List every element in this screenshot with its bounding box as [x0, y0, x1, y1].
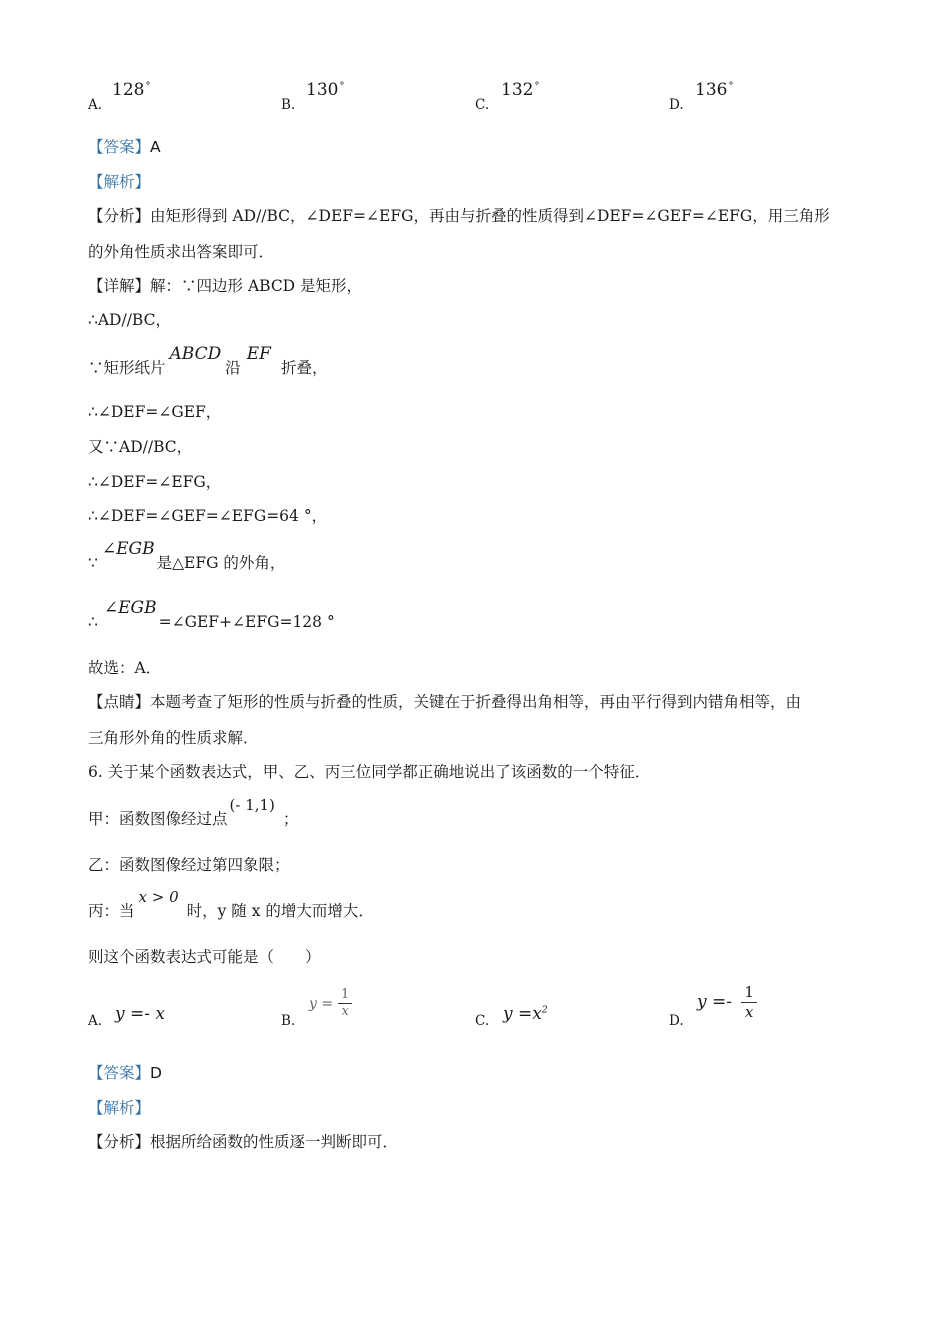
q6-fenxi-line: 【分析】根据所给函数的性质逐一判断即可． — [88, 1133, 399, 1151]
option-b-value: 130° — [306, 80, 345, 100]
q6-option-d-expr: y =- $\frac{1}{x}$ — [697, 984, 757, 1020]
q5-detail-line2: ∴AD//BC， — [88, 311, 171, 329]
option-c-value: 132° — [501, 80, 540, 100]
q6-ask: 则这个函数表达式可能是（ ） — [88, 948, 321, 966]
q5-answer-line: 【答案】A — [88, 138, 161, 156]
q6-option-c-expr: $y =x^2$ — [503, 1004, 548, 1024]
q5-detail-line10: 故选：A． — [88, 659, 162, 677]
option-a-value: 128° — [112, 80, 151, 100]
option-d-value: 136° — [695, 80, 734, 100]
q5-detail-line3: ∵矩形纸片ABCD沿EF折叠， — [88, 344, 328, 377]
option-d-letter: D. — [669, 97, 684, 113]
option-c-letter: C. — [475, 97, 490, 113]
q5-detail-line5: 又∵AD//BC， — [88, 438, 193, 456]
q5-detail-line6: ∴∠DEF=∠EFG， — [88, 473, 222, 491]
q6-option-b-letter: B. — [281, 1013, 296, 1029]
q5-fenxi-line1: 【分析】由矩形得到 AD//BC，∠DEF=∠EFG，再由与折叠的性质得到∠DEF=∠GEF=∠EFG，用三角形 — [88, 207, 830, 225]
q5-detail-line9: ∴∠EGB=∠GEF+∠EFG=128 ° — [88, 598, 335, 631]
option-a-letter: A. — [88, 97, 103, 113]
q5-dianjing-line1: 【点睛】本题考查了矩形的性质与折叠的性质，关键在于折叠得出角相等，再由平行得到内错角相等，由 — [88, 693, 802, 711]
q6-option-c-letter: C. — [475, 1013, 490, 1029]
q6-option-d-letter: D. — [669, 1013, 684, 1029]
q5-detail-line7: ∴∠DEF=∠GEF=∠EFG=64 °， — [88, 507, 328, 525]
q5-detail-line1: 【详解】解：∵四边形 ABCD 是矩形， — [88, 277, 363, 295]
q5-detail-line4: ∴∠DEF=∠GEF， — [88, 403, 222, 421]
q6-option-b-expr: y = $\frac{1}{x}$ — [309, 988, 352, 1020]
q6-analysis-tag: 【解析】 — [88, 1099, 151, 1117]
q6-option-a-letter: A. — [88, 1013, 103, 1029]
q6-answer-line: 【答案】D — [88, 1064, 162, 1082]
q6-bing: 丙：当x > 0时，y 随 x 的增大而增大． — [88, 888, 374, 920]
q5-fenxi-line2: 的外角性质求出答案即可． — [88, 243, 275, 261]
q6-jia: 甲：函数图像经过点(- 1,1)； — [88, 796, 299, 828]
q5-analysis-tag: 【解析】 — [88, 173, 151, 191]
q6-yi: 乙：函数图像经过第四象限； — [88, 856, 290, 874]
q5-detail-line8: ∵∠EGB是△EFG 的外角， — [88, 539, 286, 572]
q6-stem: 6. 关于某个函数表达式，甲、乙、丙三位同学都正确地说出了该函数的一个特征． — [88, 763, 651, 781]
option-b-letter: B. — [281, 97, 296, 113]
q5-dianjing-line2: 三角形外角的性质求解． — [88, 729, 259, 747]
q6-option-a-expr: y =- x — [115, 1004, 165, 1024]
